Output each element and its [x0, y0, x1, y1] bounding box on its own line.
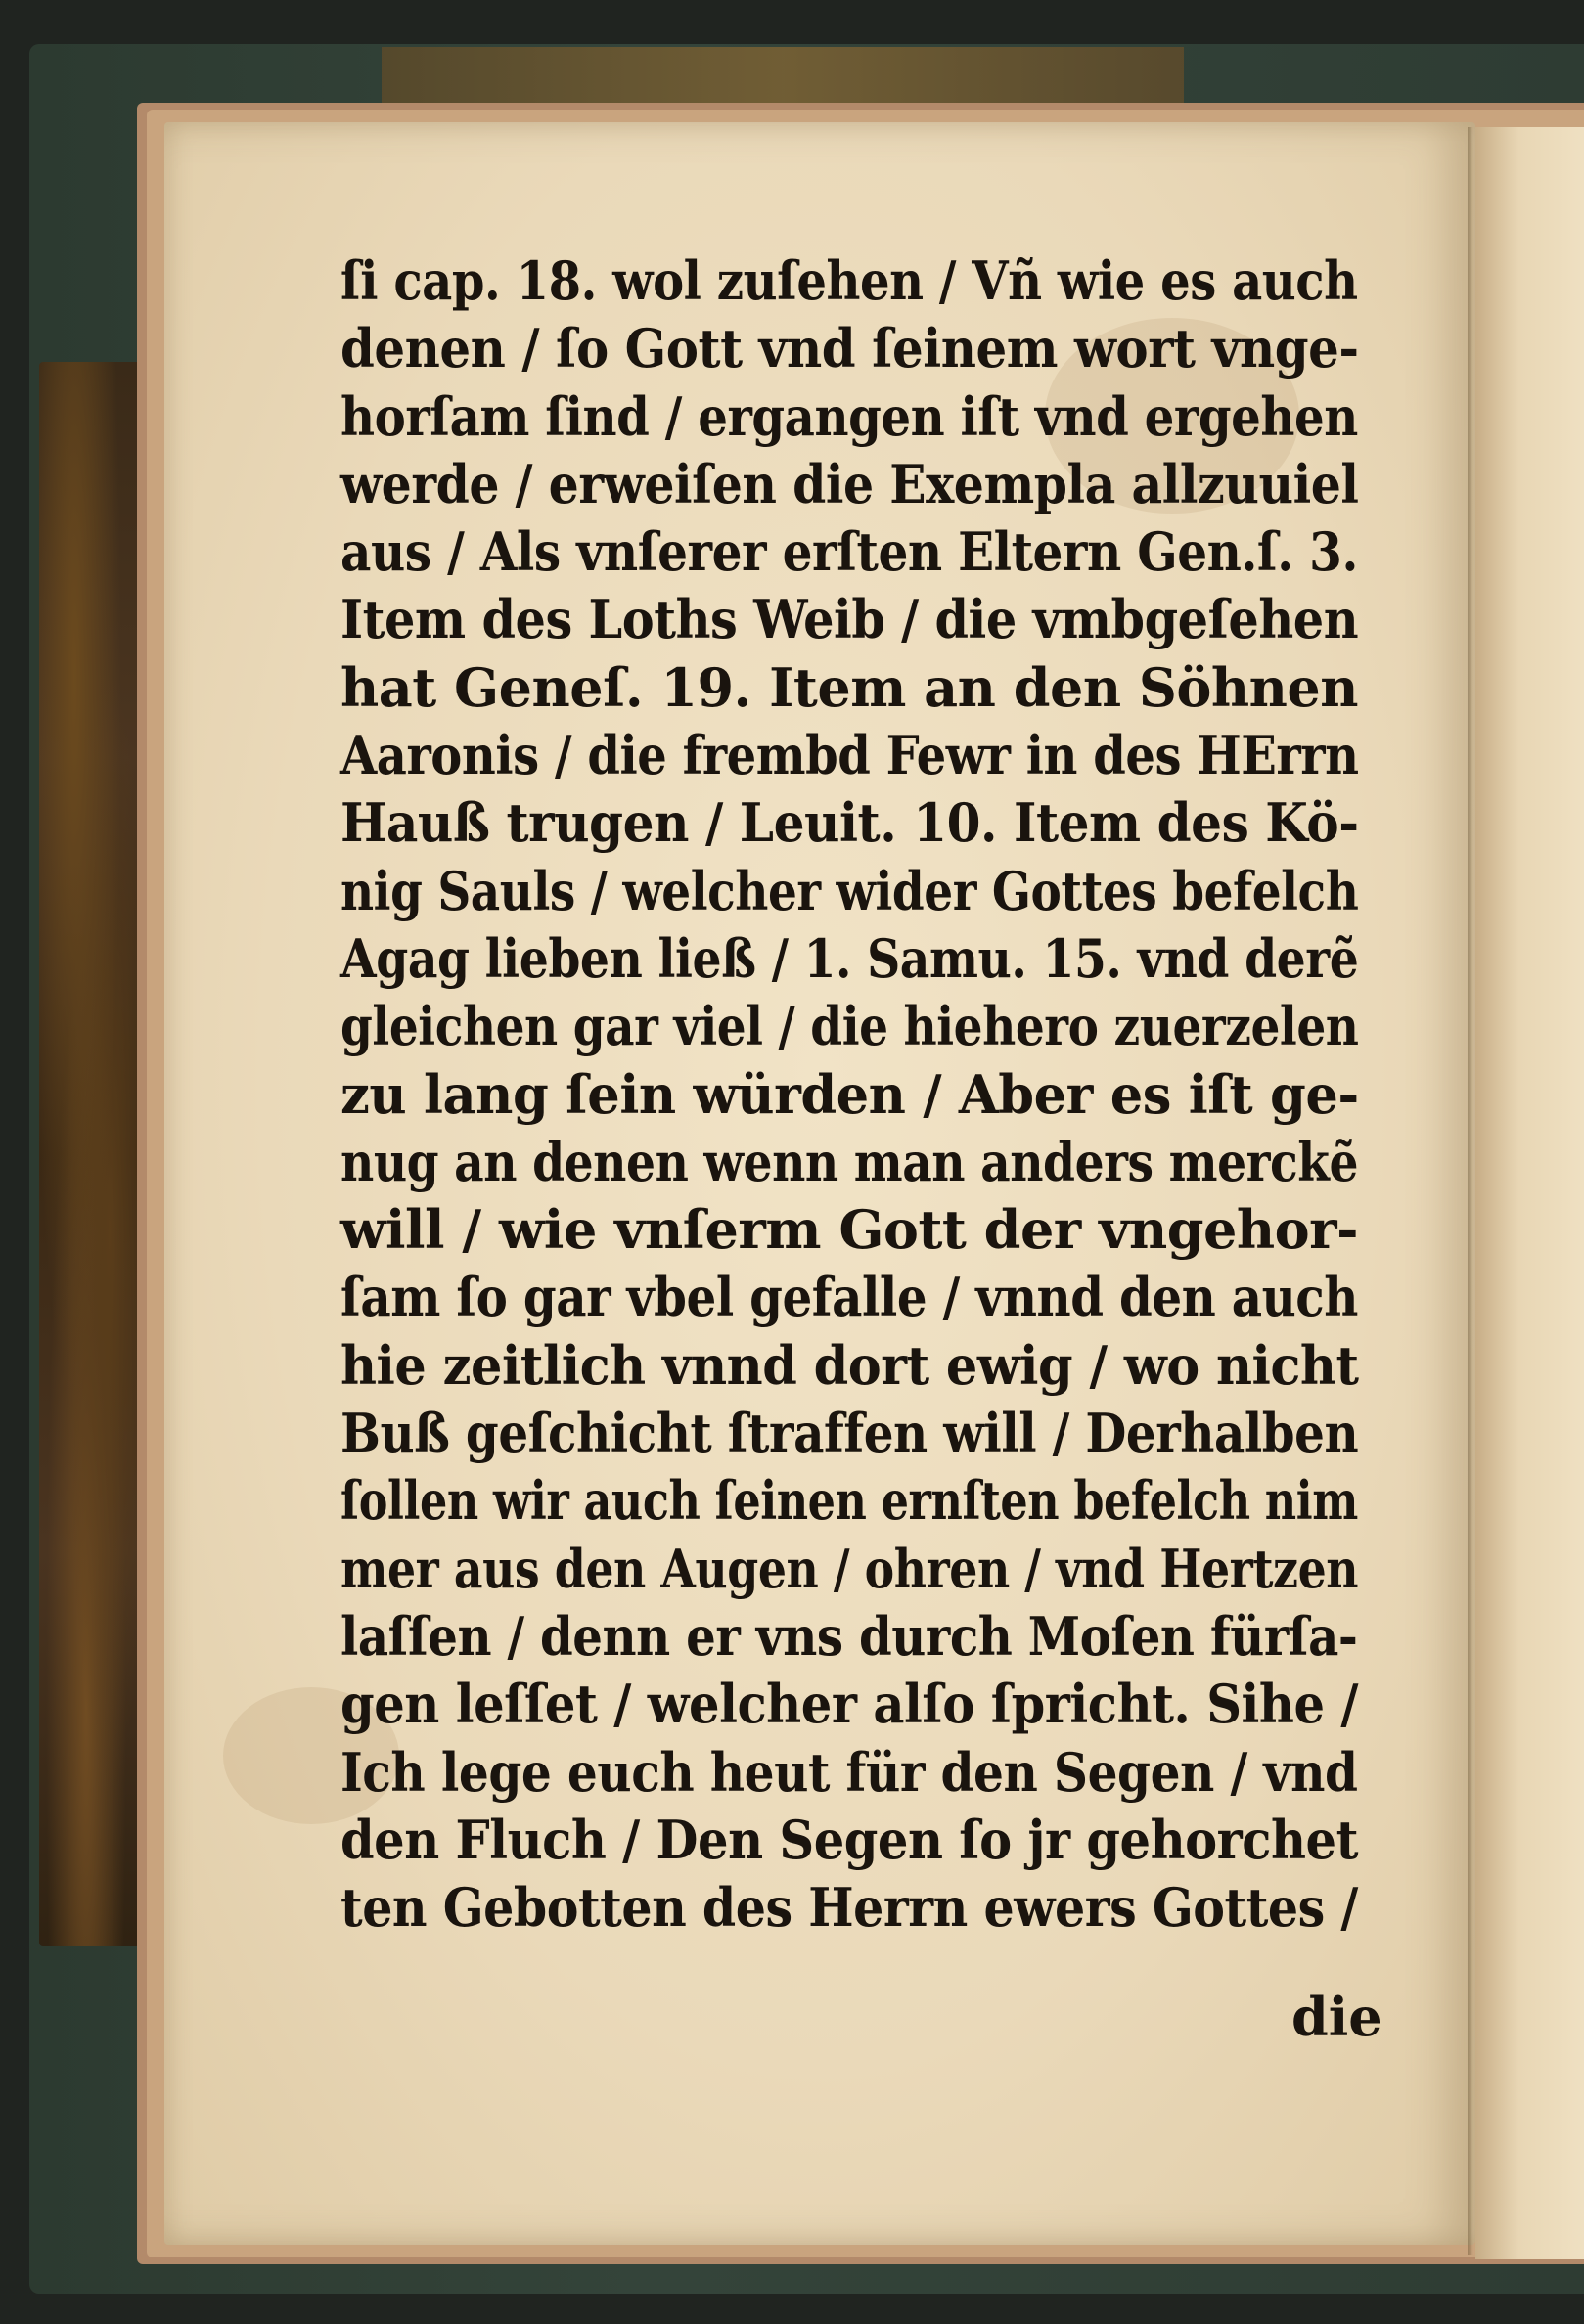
text-line: laſſen / denn er vns durch Moſen fürſa- [340, 1604, 1358, 1668]
text-line: Ich lege euch heut für den Segen / vnd [340, 1740, 1358, 1804]
text-line: denen / ſo Gott vnd ſeinem wort vnge- [340, 317, 1359, 380]
text-line: Hauß trugen / Leuit. 10. Item des Kö- [340, 791, 1359, 855]
text-line: ſam ſo gar vbel gefalle / vnnd den auch [340, 1266, 1358, 1329]
text-line: ſi cap. 18. wol zuſehen / Vñ wie es auch [340, 249, 1358, 312]
text-line: mer aus den Augen / ohren / vnd Hertzen [340, 1537, 1359, 1600]
text-line: aus / Als vnſerer erſten Eltern Gen.ſ. 3. [340, 520, 1358, 584]
text-line: nug an denen wenn man anders merckẽ [340, 1130, 1359, 1193]
text-line: Aaronis / die frembd Fewr in des HErrn [340, 724, 1359, 787]
text-line: Agag lieben ließ / 1. Samu. 15. vnd derẽ [340, 926, 1359, 990]
text-line: gleichen gar viel / die hiehero zuerzelen [340, 995, 1359, 1058]
text-line: gen leſſet / welcher alſo ſpricht. Sihe / [340, 1673, 1359, 1736]
text-line: hie zeitlich vnnd dort ewig / wo nicht [340, 1333, 1359, 1397]
text-line: den Fluch / Den Segen ſo jr gehorchet [340, 1808, 1359, 1871]
text-line: zu lang ſein würden / Aber es iſt ge- [340, 1062, 1359, 1126]
text-line: ſollen wir auch ſeinen ernſten befelch nim [340, 1469, 1358, 1533]
text-line: Item des Loths Weib / die vmbgeſehen [340, 588, 1359, 651]
facing-page [1475, 127, 1584, 2259]
text-line: Buß geſchicht ſtraffen will / Derhalben [340, 1402, 1359, 1465]
text-line: werde / erweiſen die Exempla allzuuiel [340, 452, 1359, 515]
catchword: die [1291, 1986, 1382, 2048]
text-line: horſam ſind / ergangen iſt vnd ergehen [340, 384, 1358, 448]
text-line: will / wie vnſerm Gott der vngehor- [340, 1198, 1358, 1262]
text-line: nig Sauls / welcher wider Gottes befelch [340, 859, 1359, 922]
text-line: ten Gebotten des Herrn ewers Gottes / [340, 1876, 1358, 1940]
text-line: hat Geneſ. 19. Item an den Söhnen [340, 655, 1359, 719]
page-text [340, 247, 1358, 1942]
page-gutter [1468, 127, 1473, 2255]
